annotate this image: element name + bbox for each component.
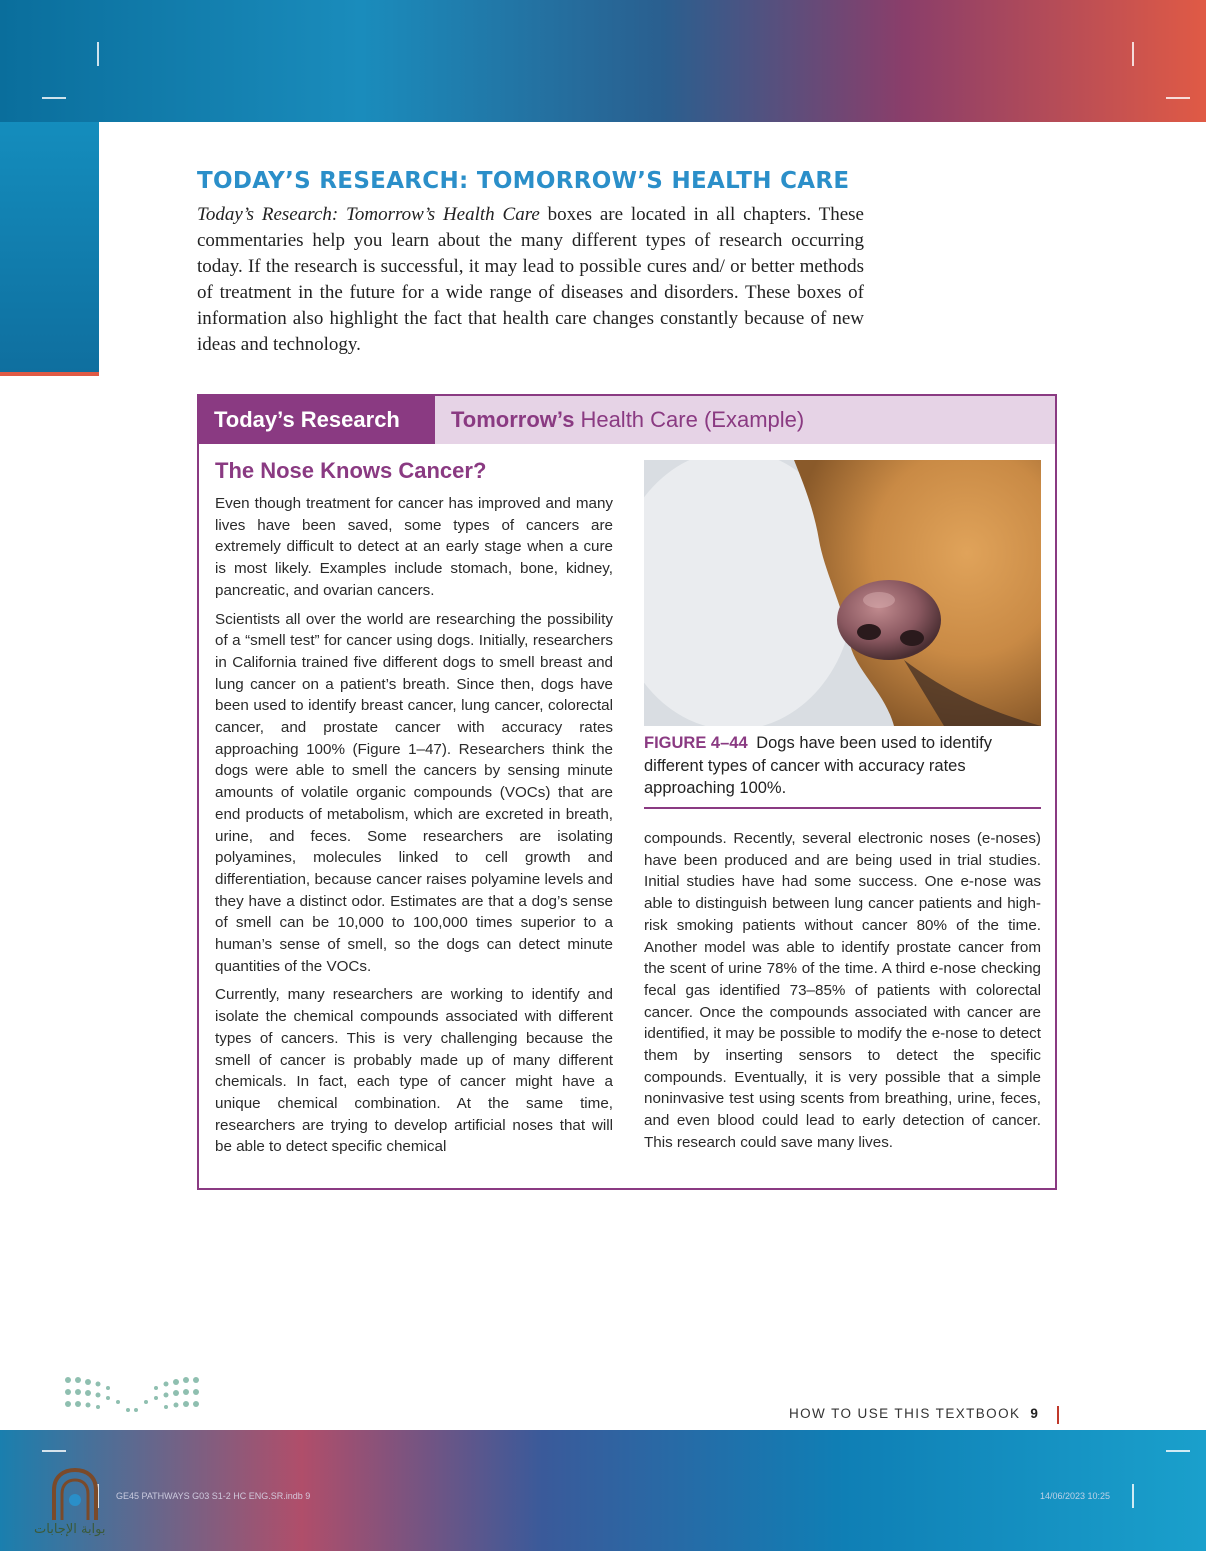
ministry-logo-dots xyxy=(64,1376,200,1416)
page-number: 9 xyxy=(1030,1406,1040,1421)
research-box-header xyxy=(199,396,1055,444)
caption-divider xyxy=(644,807,1041,809)
crop-mark xyxy=(1132,42,1134,66)
figure-caption-text: Dogs have been used to identify different types of cancer with accuracy rates approaching 100%. xyxy=(644,734,992,797)
crop-mark xyxy=(97,42,99,66)
crop-mark xyxy=(42,97,66,99)
paragraph: Scientists all over the world are researching the possibility of a “smell test” for cancer using dogs. Initially, researchers in California trained five different dogs to smell breast and lung cancer on a patient’s breath. Since then, dogs have been used to identify breast cancer, lung cancer, colorectal cancer, and prostate cancer with accuracy rates approaching 100% (Figure 1–47). Researchers think the dogs were able to smell the cancers by sensing minute amounts of volatile organic compounds (VOCs) that are end products of metabolism, which are excreted in breath, urine, and feces. Some researchers are isolating polyamines, molecules linked to cell growth and differentiation, because cancer raises polyamine levels and they have a distinct odor. Estimates are that a dog’s sense of smell can be 10,000 to 100,000 times superior to a human’s sense of smell, so the dogs can detect minute quantities of the VOCs. xyxy=(215,610,613,975)
crop-mark xyxy=(1166,97,1190,99)
figure-label: FIGURE 4–44 xyxy=(644,734,748,752)
story-title: The Nose Knows Cancer? xyxy=(215,458,487,483)
print-slug-file: GE45 PATHWAYS G03 S1-2 HC ENG.SR.indb 9 xyxy=(116,1491,311,1501)
section-intro xyxy=(197,202,864,358)
section-title: TODAY’S RESEARCH: TOMORROW’S HEALTH CARE xyxy=(197,168,850,194)
intro-body: boxes are located in all chapters. These commentaries help you learn about the many different types of research occurring today. If the research is successful, it may lead to possible cures and/ or better methods of treatment in the future for a wide range of diseases and disorders. These boxes of information also highlight the fact that health care changes constantly because of new ideas and technology. xyxy=(197,204,864,355)
tab-right-bold: Tomorrow’s xyxy=(451,407,575,432)
intro-italic-title: Today’s Research: Tomorrow’s Health Care xyxy=(197,204,540,225)
figure-caption xyxy=(644,732,1041,800)
arch-logo-icon xyxy=(34,1466,116,1522)
right-column: compounds. Recently, several electronic noses (e-noses) have been produced and are being used in trial studies. Initial studies have had some success. One e-nose was able to distinguish between lung cancer patients and high-risk smoking patients without cancer 80% of the time. Another model was able to identify prostate cancer from the scent of urine 78% of the time. A third e-nose checking fecal gas identified 73–85% of patients with colorectal cancer. Once the compounds associated with cancer are identified, it may be possible to modify the e-nose to detect them by inserting sensors to detect the specific compounds. Eventually, it is very possible that a simple noninvasive test using scents from breathing, urine, feces, and even blood could lead to early detection of cancer. This research could save many lives. xyxy=(644,830,1041,1151)
print-slug-date: 14/06/2023 10:25 xyxy=(1040,1491,1111,1501)
tab-right-label: Health Care (Example) xyxy=(580,407,805,432)
dot-pattern-icon xyxy=(64,1376,200,1416)
crop-mark xyxy=(1132,1484,1134,1508)
dog-nose-photo xyxy=(644,460,1041,726)
running-footer xyxy=(789,1406,1039,1421)
crop-mark xyxy=(1166,1450,1190,1452)
running-head: HOW TO USE THIS TEXTBOOK xyxy=(789,1406,1021,1421)
footer-accent-bar xyxy=(1057,1406,1059,1424)
tab-todays-research: Today’s Research xyxy=(199,396,435,444)
crop-mark xyxy=(42,1450,66,1452)
left-accent-line xyxy=(0,372,99,376)
research-box xyxy=(197,394,1057,1190)
dog-nose-illustration xyxy=(644,460,1041,726)
left-decorative-band xyxy=(0,122,99,372)
top-decorative-band xyxy=(0,0,1206,122)
tab-tomorrows-health-care xyxy=(451,396,804,444)
paragraph: Currently, many researchers are working to identify and isolate the chemical compounds associated with different types of cancers. This is very challenging because the smell of cancer is probably made up of many different chemicals. In fact, each type of cancer might have a unique chemical combination. At the same time, researchers are trying to develop artificial noses that will be able to detect specific chemical xyxy=(215,986,613,1156)
left-column xyxy=(215,493,613,1165)
watermark-text: بوابة الإجابات xyxy=(34,1522,106,1537)
paragraph: Even though treatment for cancer has improved and many lives have been saved, some types of cancers are extremely difficult to detect at an early stage when a cure is most likely. Examples include stomach, bone, kidney, pancreatic, and ovarian cancers. xyxy=(215,495,613,599)
